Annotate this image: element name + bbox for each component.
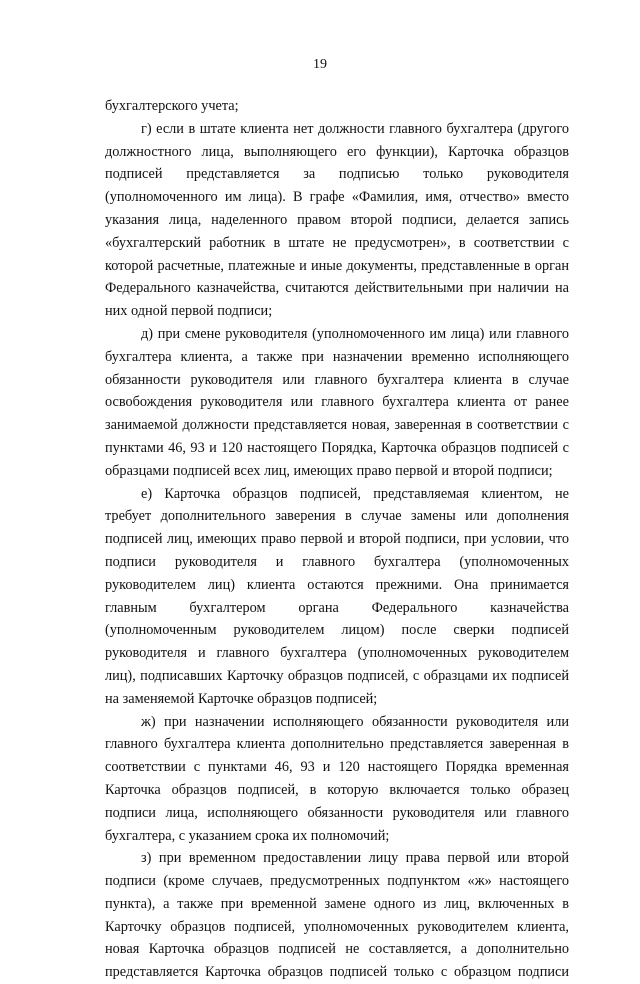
text-line: лиц), подписавших Карточку образцов подписей, с образцами их подписей [105,667,569,684]
text-line: них одной первой подписи; [105,303,273,320]
text-line: требует дополнительного заверения в случае замены или дополнения [105,508,569,525]
text-line: руководителя и главного бухгалтера (уполномоченных руководителем [105,645,569,662]
text-line: освобождения руководителя или главного бухгалтера клиента от ранее [105,394,569,411]
text-line: Федерального казначейства, считаются действительными при наличии на [105,280,569,297]
text-line: бухгалтерского учета; [105,98,239,114]
text-line: подписи руководителя и главного бухгалтера (уполномоченных [105,553,569,570]
text-line: занимаемой должности представляется новая, заверенная в соответствии с [105,417,569,434]
text-line: д) при смене руководителя (уполномоченного им лица) или главного [141,325,569,342]
text-line: указания лица, наделенного правом второй подписи, делается запись [105,211,569,228]
text-line: должностного лица, выполняющего его функции), Карточка образцов [105,143,569,160]
text-line: (уполномоченного им лица). В графе «Фамилия, имя, отчество» вместо [105,189,569,206]
text-line: Карточку образцов подписей, уполномоченных руководителем клиента, [105,918,569,935]
text-line: подписей лиц, имеющих право первой и второй подписи, при условии, что [105,531,569,548]
text-line: Карточка образцов подписей, в которую включается только образец [105,781,569,798]
text-line: подписи лица, исполняющего обязанности руководителя или главного [105,804,569,821]
text-line: е) Карточка образцов подписей, представляемая клиентом, не [141,485,569,502]
text-line: представляется Карточка образцов подписей только с образцом подписи [105,964,569,981]
text-line: которой расчетные, платежные и иные документы, представленные в орган [105,257,569,274]
text-line: соответствии с пунктами 46, 93 и 120 настоящего Порядка временная [105,759,569,776]
document-body [105,95,569,984]
text-line: «бухгалтерский работник в штате не предусмотрен», в соответствии с [105,234,569,251]
text-line: главного бухгалтера клиента дополнительно представляется заверенная в [105,736,569,753]
text-line: подписей представляется за подписью только руководителя [105,166,569,183]
text-line: з) при временном предоставлении лицу права первой или второй [141,850,569,867]
text-line: образцами подписей всех лиц, имеющих право первой и второй подписи; [105,462,553,479]
text-line: ж) при назначении исполняющего обязанности руководителя или [141,713,569,730]
text-line: руководителем лиц) клиента остаются прежними. Она принимается [105,576,569,593]
text-line: пунктами 46, 93 и 120 настоящего Порядка, Карточка образцов подписей с [105,439,569,456]
text-line: подписи (кроме случаев, предусмотренных подпунктом «ж» настоящего [105,873,569,890]
text-line: главным бухгалтером органа Федерального казначейства [105,599,569,616]
text-line: бухгалтера клиента, а также при назначении временно исполняющего [105,348,569,365]
page-number: 19 [313,57,327,72]
text-line: бухгалтера, с указанием срока их полномочий; [105,827,390,844]
text-line: пункта), а также при временной замене одного из лиц, включенных в [105,895,569,912]
text-line: на заменяемой Карточке образцов подписей; [105,690,378,707]
text-line: (уполномоченным руководителем лицом) после сверки подписей [105,622,569,639]
text-line: новая Карточка образцов подписей не составляется, а дополнительно [105,941,569,958]
text-line: г) если в штате клиента нет должности главного бухгалтера (другого [141,120,569,137]
text-line: обязанности руководителя или главного бухгалтера клиента в случае [105,371,569,388]
